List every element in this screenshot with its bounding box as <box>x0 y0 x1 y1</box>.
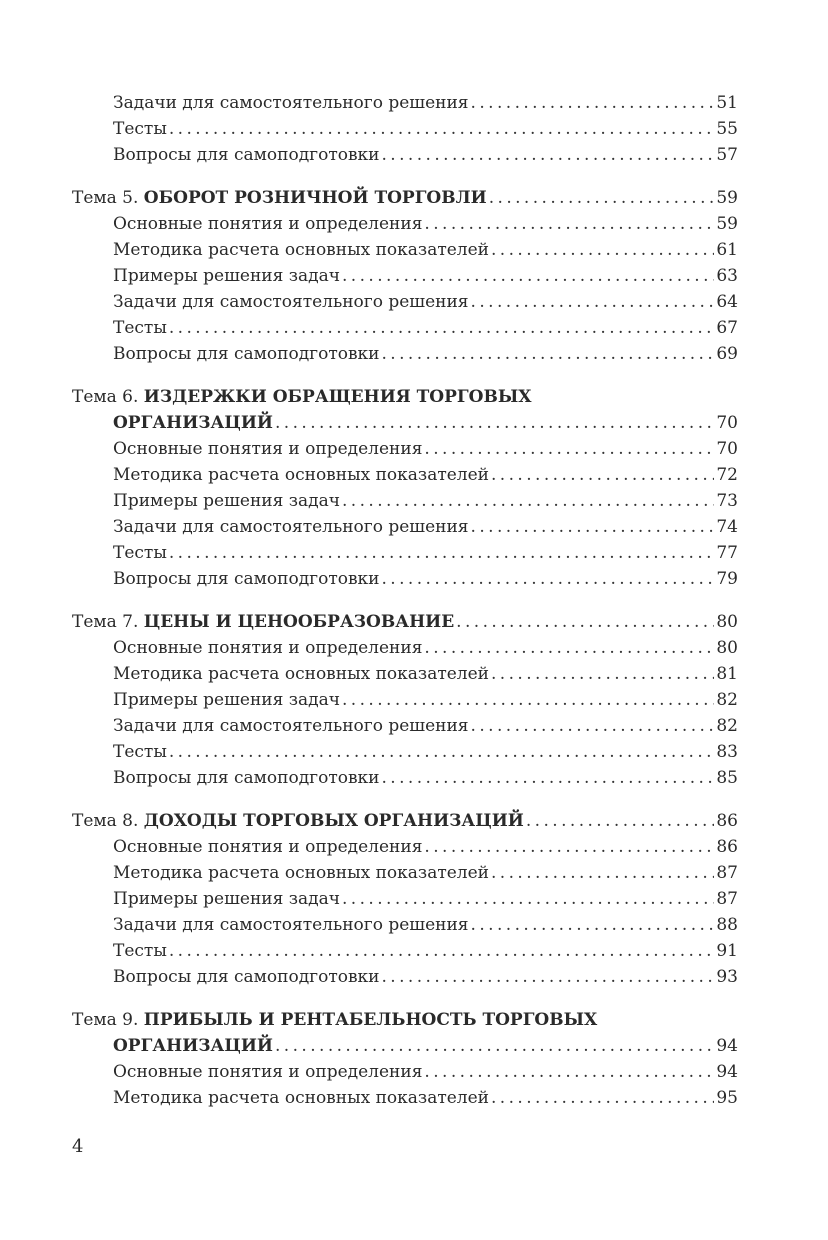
toc-entry[interactable]: Основные понятия и определения . . . 80 <box>72 635 738 661</box>
toc-entry[interactable]: Методика расчета основных показателей . . . 81 <box>72 661 738 687</box>
toc-entry[interactable]: Тесты . . . 77 <box>72 540 738 566</box>
toc-topic-heading[interactable] <box>72 1007 738 1033</box>
topic-title: ОБОРОТ РОЗНИЧНОЙ ТОРГОВЛИ <box>143 188 487 208</box>
topic-title: ЦЕНЫ И ЦЕНООБРАЗОВАНИЕ <box>143 612 455 632</box>
toc-entry[interactable]: Основные понятия и определения . . . 59 <box>72 211 738 237</box>
toc-entry[interactable]: Задачи для самостоятельного решения . . . 82 <box>72 713 738 739</box>
toc-entry[interactable]: Примеры решения задач . . . 63 <box>72 263 738 289</box>
topic-prefix: Тема 6. <box>72 387 139 407</box>
toc-entry[interactable]: Вопросы для самоподготовки . . . 85 <box>72 765 738 791</box>
topic-title: ДОХОДЫ ТОРГОВЫХ ОРГАНИЗАЦИЙ <box>143 811 524 831</box>
toc-entry[interactable]: Методика расчета основных показателей . . . 61 <box>72 237 738 263</box>
topic-title: ИЗДЕРЖКИ ОБРАЩЕНИЯ ТОРГОВЫХ <box>143 387 532 407</box>
toc-entry[interactable]: Тесты . . . 55 <box>72 116 738 142</box>
toc-topic-heading[interactable]: Тема 7. ЦЕНЫ И ЦЕНООБРАЗОВАНИЕ . . . 80 <box>72 609 738 635</box>
toc-entry[interactable]: Задачи для самостоятельного решения . . . 64 <box>72 289 738 315</box>
toc-entry[interactable]: Примеры решения задач . . . 73 <box>72 488 738 514</box>
toc-topic-heading-continued[interactable]: ОРГАНИЗАЦИЙ . . . 70 <box>72 410 738 436</box>
toc-entry[interactable]: Задачи для самостоятельного решения . . . 51 <box>72 90 738 116</box>
toc-entry[interactable]: Вопросы для самоподготовки . . . 93 <box>72 964 738 990</box>
toc-entry[interactable]: Вопросы для самоподготовки . . . 79 <box>72 566 738 592</box>
toc-entry[interactable]: Методика расчета основных показателей . . . 72 <box>72 462 738 488</box>
toc-entry[interactable]: Основные понятия и определения . . . 86 <box>72 834 738 860</box>
toc-entry[interactable]: Тесты . . . 83 <box>72 739 738 765</box>
topic-prefix: Тема 7. <box>72 612 139 632</box>
toc-entry[interactable]: Методика расчета основных показателей . . . 95 <box>72 1085 738 1111</box>
toc-entry[interactable]: Основные понятия и определения . . . 70 <box>72 436 738 462</box>
topic-title-continued: ОРГАНИЗАЦИЙ <box>113 413 273 433</box>
toc-entry[interactable]: Тесты . . . 91 <box>72 938 738 964</box>
toc-entry[interactable]: Задачи для самостоятельного решения . . . 88 <box>72 912 738 938</box>
toc-entry[interactable]: Примеры решения задач . . . 82 <box>72 687 738 713</box>
topic-prefix: Тема 9. <box>72 1010 139 1030</box>
page-number: 4 <box>72 1136 84 1157</box>
toc-entry[interactable]: Примеры решения задач . . . 87 <box>72 886 738 912</box>
topic-title: ПРИБЫЛЬ И РЕНТАБЕЛЬНОСТЬ ТОРГОВЫХ <box>143 1010 598 1030</box>
toc-topic-heading[interactable]: Тема 5. ОБОРОТ РОЗНИЧНОЙ ТОРГОВЛИ . . . 59 <box>72 185 738 211</box>
toc-entry[interactable]: Задачи для самостоятельного решения . . . 74 <box>72 514 738 540</box>
topic-prefix: Тема 5. <box>72 188 139 208</box>
toc-topic-heading-continued[interactable]: ОРГАНИЗАЦИЙ . . . 94 <box>72 1033 738 1059</box>
toc-topic-heading[interactable] <box>72 384 738 410</box>
toc-entry[interactable]: Тесты . . . 67 <box>72 315 738 341</box>
toc-entry[interactable]: Основные понятия и определения . . . 94 <box>72 1059 738 1085</box>
toc-entry[interactable]: Вопросы для самоподготовки . . . 57 <box>72 142 738 168</box>
toc-topic-heading[interactable]: Тема 8. ДОХОДЫ ТОРГОВЫХ ОРГАНИЗАЦИЙ . . . 86 <box>72 808 738 834</box>
toc-entry[interactable]: Методика расчета основных показателей . . . 87 <box>72 860 738 886</box>
topic-title-continued: ОРГАНИЗАЦИЙ <box>113 1036 273 1056</box>
table-of-contents <box>72 90 738 1111</box>
topic-prefix: Тема 8. <box>72 811 139 831</box>
toc-entry[interactable]: Вопросы для самоподготовки . . . 69 <box>72 341 738 367</box>
